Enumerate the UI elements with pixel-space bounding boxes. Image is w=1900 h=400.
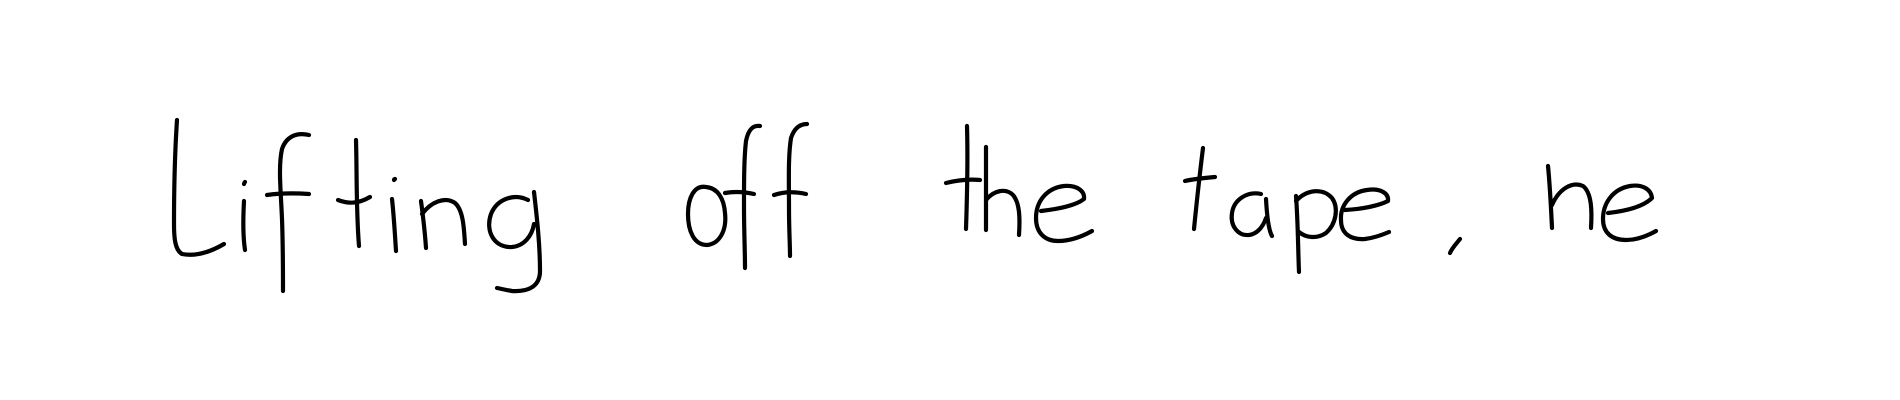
word-off xyxy=(688,124,807,268)
word-the xyxy=(946,126,1092,241)
comma xyxy=(1450,239,1460,253)
word-he xyxy=(1548,166,1656,240)
word-tape xyxy=(1185,148,1389,272)
word-lifting xyxy=(174,120,540,291)
